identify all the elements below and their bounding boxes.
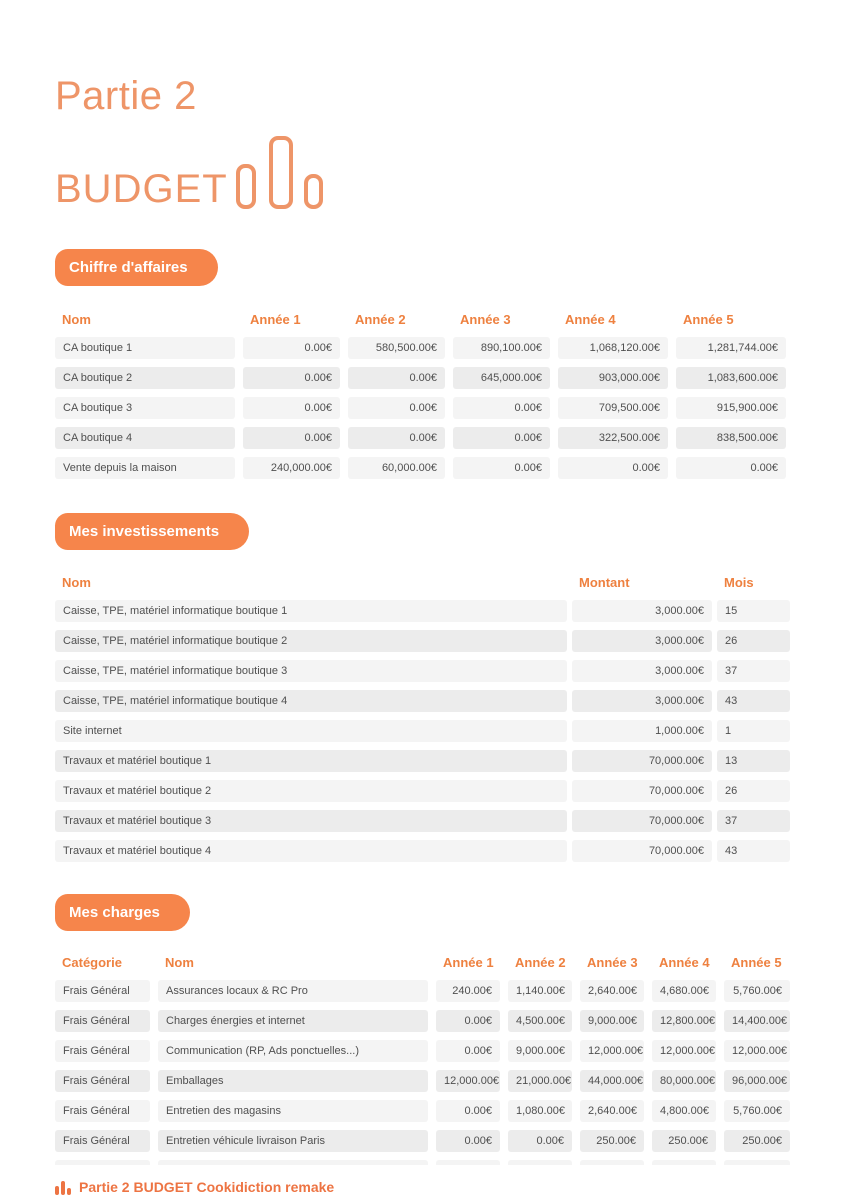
section-charges [55,870,790,1165]
table-cell: 1,083,600.00€ [676,367,786,389]
column-header: Année 4 [659,955,710,970]
table-cell: 709,500.00€ [558,397,668,419]
table-cell: 1 [717,720,790,742]
table-cell: Emballages [158,1070,428,1092]
logo-bar-short [304,174,323,209]
table-cell: 26 [717,780,790,802]
table-cell: 0.00€ [676,457,786,479]
table-row [55,600,790,622]
table-cell: Travaux et matériel boutique 1 [55,750,567,772]
table-cell: Frais Général [55,1070,150,1092]
table-cell: 26 [717,630,790,652]
table-cell: Caisse, TPE, matériel informatique boutique 1 [55,600,567,622]
table-cell [724,1160,790,1165]
column-header: Année 3 [587,955,638,970]
table-cell: 0.00€ [436,1100,500,1122]
table-row [55,980,790,1002]
table-cell: 12,000.00€ [724,1040,790,1062]
logo-bar-small [236,164,256,209]
table-body [55,980,790,1165]
table-cell: 1,068,120.00€ [558,337,668,359]
table-row [55,750,790,772]
bar-chart-logo-icon [236,136,323,209]
table-body [55,337,790,479]
table-cell: 0.00€ [436,1010,500,1032]
table-cell: 0.00€ [558,457,668,479]
charges-table [55,955,790,1165]
table-cell: 250.00€ [652,1130,716,1152]
column-header: Année 4 [565,312,616,327]
table-cell: Travaux et matériel boutique 3 [55,810,567,832]
table-cell: 12,000.00€ [652,1040,716,1062]
section-pill-label: Mes investissements [69,523,220,540]
table-cell: 0.00€ [453,397,550,419]
investments-table [55,575,790,862]
table-cell: 3,000.00€ [572,660,712,682]
table-cell: 70,000.00€ [572,840,712,862]
table-header-row [55,955,790,971]
table-row [55,630,790,652]
table-header-row [55,312,790,328]
column-header: Année 5 [683,312,734,327]
footer-title: Partie 2 BUDGET Cookidiction remake [79,1179,335,1195]
section-revenue [55,209,790,479]
table-cell: 9,000.00€ [508,1040,572,1062]
table-cell: 915,900.00€ [676,397,786,419]
table-cell: 80,000.00€ [652,1070,716,1092]
section-pill-label: Chiffre d'affaires [69,259,188,276]
table-row [55,810,790,832]
column-header: Nom [165,955,194,970]
column-header: Nom [62,312,91,327]
table-cell: 890,100.00€ [453,337,550,359]
table-cell: 2,640.00€ [580,980,644,1002]
table-cell: 3,000.00€ [572,690,712,712]
table-cell: 322,500.00€ [558,427,668,449]
table-cell: 5,760.00€ [724,1100,790,1122]
table-cell: 44,000.00€ [580,1070,644,1092]
table-row [55,840,790,862]
table-body [55,600,790,862]
table-cell: Travaux et matériel boutique 2 [55,780,567,802]
table-cell: 0.00€ [243,337,340,359]
table-row [55,427,790,449]
table-cell: 1,281,744.00€ [676,337,786,359]
subtitle-row [55,136,790,209]
table-cell: 13 [717,750,790,772]
section-pill-label: Mes charges [69,904,160,921]
table-cell: 14,400.00€ [724,1010,790,1032]
table-row [55,337,790,359]
table-cell: CA boutique 4 [55,427,235,449]
table-cell: 580,500.00€ [348,337,445,359]
table-cell: 838,500.00€ [676,427,786,449]
section-pill-mes-charges [55,894,190,931]
table-cell: 0.00€ [436,1130,500,1152]
table-cell: 43 [717,840,790,862]
table-cell: 70,000.00€ [572,810,712,832]
column-header: Année 1 [250,312,301,327]
table-cell: 0.00€ [243,427,340,449]
table-cell: CA boutique 1 [55,337,235,359]
logo-bar-tall [269,136,293,209]
table-row [55,1130,790,1152]
table-cell: 12,800.00€ [652,1010,716,1032]
section-pill-chiffre-daffaires [55,249,218,286]
column-header: Année 2 [515,955,566,970]
table-cell: 12,000.00€ [436,1070,500,1092]
table-cell: 0.00€ [436,1040,500,1062]
table-row [55,1040,790,1062]
table-cell: 903,000.00€ [558,367,668,389]
table-cell [580,1160,644,1165]
page-title: Partie 2 [55,74,197,118]
table-cell: Site internet [55,720,567,742]
table-cell: Vente depuis la maison [55,457,235,479]
table-cell: 15 [717,600,790,622]
table-cell: 1,080.00€ [508,1100,572,1122]
table-cell: Entretien véhicule livraison Paris [158,1130,428,1152]
table-cell: Charges énergies et internet [158,1010,428,1032]
table-cell: 5,760.00€ [724,980,790,1002]
table-cell: 37 [717,660,790,682]
column-header: Année 1 [443,955,494,970]
table-cell: 4,800.00€ [652,1100,716,1122]
bar-chart-icon [55,1180,71,1195]
table-cell: 0.00€ [348,397,445,419]
table-cell: 37 [717,810,790,832]
table-cell: 9,000.00€ [580,1010,644,1032]
table-cell: 60,000.00€ [348,457,445,479]
table-cell: Caisse, TPE, matériel informatique boutique 2 [55,630,567,652]
table-cell: Frais Général [55,1010,150,1032]
table-row [55,660,790,682]
table-cell: 0.00€ [243,397,340,419]
table-cell [55,1160,150,1165]
table-cell: Frais Général [55,1130,150,1152]
table-cell: 4,500.00€ [508,1010,572,1032]
table-cell: 4,680.00€ [652,980,716,1002]
table-cell: 645,000.00€ [453,367,550,389]
column-header: Année 2 [355,312,406,327]
table-row [55,1100,790,1122]
revenue-table [55,312,790,479]
page-subtitle: BUDGET [55,167,228,211]
column-header: Mois [724,575,754,590]
section-pill-mes-investissements [55,513,249,550]
table-cell: 1,140.00€ [508,980,572,1002]
table-row [55,720,790,742]
table-cell: 43 [717,690,790,712]
table-row [55,397,790,419]
column-header: Année 5 [731,955,782,970]
table-cell: 240,000.00€ [243,457,340,479]
table-cell: 0.00€ [453,457,550,479]
table-cell: Caisse, TPE, matériel informatique boutique 3 [55,660,567,682]
table-row-clipped [55,1160,790,1165]
table-row [55,457,790,479]
table-cell: CA boutique 2 [55,367,235,389]
table-cell: 250.00€ [724,1130,790,1152]
table-row [55,780,790,802]
table-cell: Frais Général [55,980,150,1002]
column-header: Année 3 [460,312,511,327]
table-cell [508,1160,572,1165]
table-cell: Communication (RP, Ads ponctuelles...) [158,1040,428,1062]
table-cell: 0.00€ [453,427,550,449]
table-cell: 70,000.00€ [572,750,712,772]
table-cell: Frais Général [55,1040,150,1062]
table-cell: 0.00€ [243,367,340,389]
table-cell [652,1160,716,1165]
table-cell: Caisse, TPE, matériel informatique boutique 4 [55,690,567,712]
column-header: Catégorie [62,955,122,970]
table-cell: 0.00€ [348,367,445,389]
column-header: Nom [62,575,91,590]
table-cell: 3,000.00€ [572,630,712,652]
table-cell: 21,000.00€ [508,1070,572,1092]
table-cell [158,1160,428,1165]
table-cell [436,1160,500,1165]
section-investments [55,487,790,862]
table-cell: 250.00€ [580,1130,644,1152]
table-cell: 96,000.00€ [724,1070,790,1092]
table-cell: 12,000.00€ [580,1040,644,1062]
table-row [55,367,790,389]
table-cell: 0.00€ [348,427,445,449]
table-cell: Frais Général [55,1100,150,1122]
table-row [55,1010,790,1032]
table-cell: 3,000.00€ [572,600,712,622]
table-cell: CA boutique 3 [55,397,235,419]
table-row [55,690,790,712]
table-cell: 1,000.00€ [572,720,712,742]
table-row [55,1070,790,1092]
table-cell: 240.00€ [436,980,500,1002]
table-header-row [55,575,790,591]
table-cell: Assurances locaux & RC Pro [158,980,428,1002]
table-cell: Entretien des magasins [158,1100,428,1122]
table-cell: 0.00€ [508,1130,572,1152]
table-cell: Travaux et matériel boutique 4 [55,840,567,862]
table-cell: 2,640.00€ [580,1100,644,1122]
table-cell: 70,000.00€ [572,780,712,802]
column-header: Montant [579,575,630,590]
footer-link[interactable] [55,1179,790,1195]
